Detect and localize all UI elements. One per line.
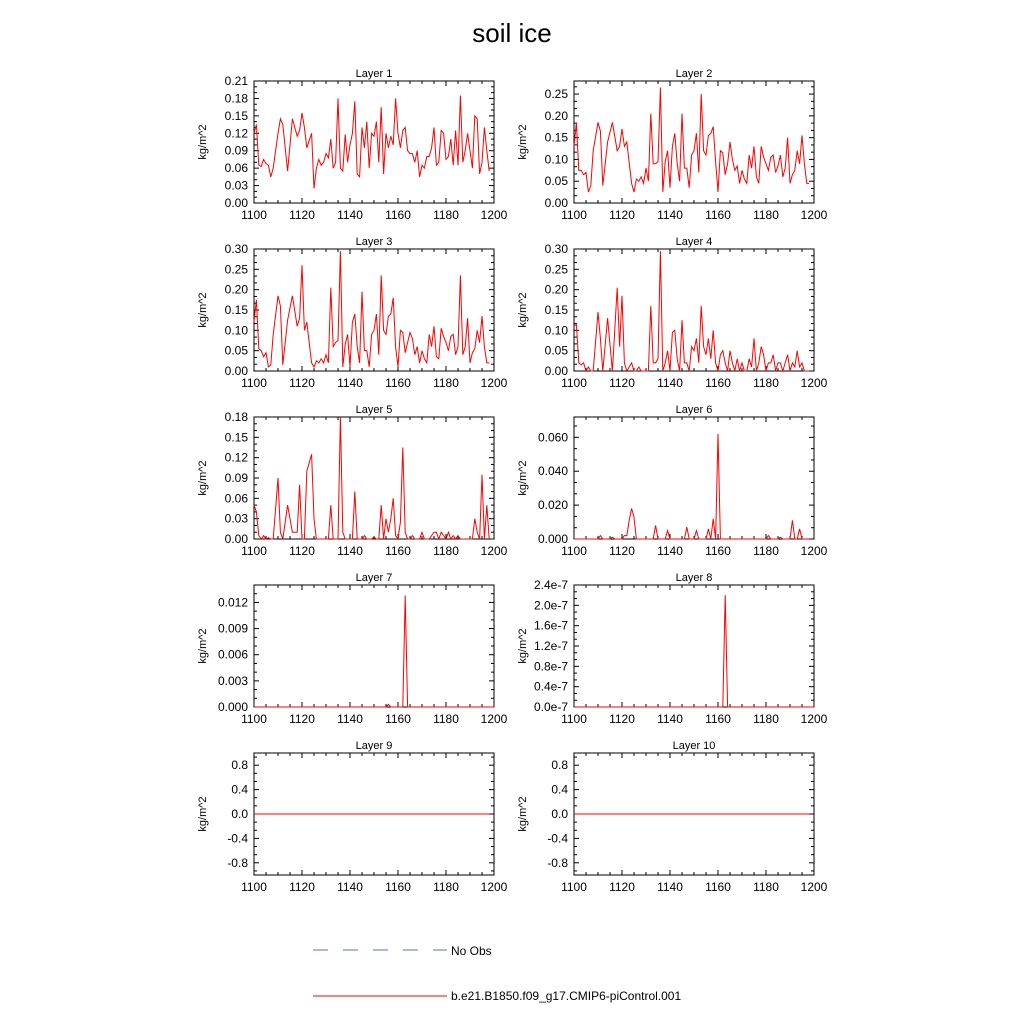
x-tick-label: 1180 [753, 712, 779, 726]
y-tick-label: 0.05 [224, 343, 248, 358]
x-tick-label: 1160 [385, 376, 411, 390]
y-tick-label: 0.00 [224, 532, 248, 546]
panel-title: Layer 4 [675, 236, 713, 248]
y-tick-label: 0.000 [537, 532, 568, 546]
panel-title: Layer 7 [355, 572, 393, 584]
x-tick-label: 1180 [433, 208, 459, 222]
x-tick-label: 1200 [800, 880, 828, 894]
y-tick-label: 2.4e-7 [533, 578, 568, 592]
x-tick-label: 1160 [385, 880, 411, 894]
y-axis-label: kg/m^2 [197, 124, 209, 160]
x-tick-label: 1100 [561, 544, 587, 558]
y-tick-label: 0.8 [231, 758, 248, 773]
y-tick-label: 0.09 [224, 471, 248, 485]
y-axis-label: kg/m^2 [517, 628, 529, 664]
x-tick-label: 1140 [337, 376, 363, 390]
x-tick-label: 1120 [289, 544, 315, 558]
x-tick-label: 1140 [657, 880, 683, 894]
x-tick-label: 1120 [609, 712, 635, 726]
panel-title: Layer 1 [355, 68, 393, 80]
y-axis-label: kg/m^2 [197, 796, 209, 832]
panel-title: Layer 9 [355, 740, 393, 752]
x-tick-label: 1180 [753, 208, 779, 222]
y-tick-label: 0.05 [544, 343, 568, 358]
x-tick-label: 1140 [337, 712, 363, 726]
plot-frame [574, 417, 814, 539]
x-tick-label: 1200 [480, 208, 508, 222]
x-tick-label: 1180 [753, 880, 779, 894]
x-tick-label: 1160 [705, 880, 731, 894]
y-axis-label: kg/m^2 [197, 292, 209, 328]
legend-obs-label: No Obs [451, 944, 492, 958]
panel-title: Layer 6 [675, 404, 713, 416]
x-tick-label: 1140 [657, 712, 683, 726]
x-tick-label: 1160 [705, 208, 731, 222]
y-tick-label: 0.4 [551, 782, 568, 797]
x-tick-label: 1100 [241, 208, 267, 222]
y-tick-label: -0.4 [547, 831, 568, 846]
panel-layer-2 [517, 68, 828, 222]
panel-title: Layer 3 [355, 236, 393, 248]
panel-title: Layer 2 [675, 68, 713, 80]
x-tick-label: 1160 [385, 712, 411, 726]
y-tick-label: 0.8e-7 [533, 659, 568, 674]
x-tick-label: 1140 [657, 208, 683, 222]
series-line [574, 434, 809, 539]
x-tick-label: 1100 [561, 712, 587, 726]
series-line [254, 595, 494, 707]
x-tick-label: 1120 [289, 208, 315, 222]
x-tick-label: 1100 [561, 880, 587, 894]
y-tick-label: 0.10 [544, 152, 568, 167]
y-tick-label: 0.25 [544, 87, 568, 102]
panel-title: Layer 8 [675, 572, 713, 584]
series-line [254, 251, 489, 367]
panel-layer-4 [517, 236, 828, 390]
y-tick-label: 0.20 [544, 108, 568, 123]
panel-layer-3 [197, 236, 508, 390]
x-tick-label: 1160 [705, 712, 731, 726]
y-tick-label: 0.20 [224, 282, 248, 297]
x-tick-label: 1140 [337, 880, 363, 894]
panel-layer-10 [517, 740, 828, 894]
x-tick-label: 1180 [753, 376, 779, 390]
x-tick-label: 1200 [800, 544, 828, 558]
y-tick-label: 0.060 [537, 430, 568, 445]
x-tick-label: 1180 [433, 712, 459, 726]
y-tick-label: 0.30 [544, 242, 568, 256]
y-axis-label: kg/m^2 [517, 460, 529, 496]
x-tick-label: 1120 [289, 880, 315, 894]
series-line [254, 96, 489, 189]
y-tick-label: 0.09 [224, 143, 248, 158]
panel-layer-7 [197, 572, 508, 726]
x-tick-label: 1160 [705, 544, 731, 558]
series-line [574, 595, 814, 707]
y-tick-label: 0.00 [544, 196, 568, 210]
x-tick-label: 1200 [800, 376, 828, 390]
x-tick-label: 1100 [241, 544, 267, 558]
y-tick-label: 0.12 [224, 126, 248, 141]
x-tick-label: 1200 [480, 712, 508, 726]
y-tick-label: 0.15 [224, 108, 248, 123]
x-tick-label: 1120 [609, 544, 635, 558]
y-tick-label: 0.00 [544, 364, 568, 378]
y-tick-label: 0.25 [544, 262, 568, 277]
x-tick-label: 1120 [609, 880, 635, 894]
panel-layer-9 [197, 740, 508, 894]
x-tick-label: 1120 [289, 376, 315, 390]
x-tick-label: 1180 [433, 544, 459, 558]
plot-frame [574, 585, 814, 707]
panel-layer-1 [197, 68, 508, 222]
y-tick-label: 0.003 [217, 673, 248, 688]
y-tick-label: 0.006 [217, 647, 248, 662]
y-tick-label: 1.6e-7 [533, 618, 568, 633]
y-tick-label: 0.05 [544, 174, 568, 189]
panel-title: Layer 5 [355, 404, 393, 416]
y-tick-label: 0.15 [224, 303, 248, 317]
panel-title: Layer 10 [672, 740, 716, 752]
x-tick-label: 1140 [337, 208, 363, 222]
x-tick-label: 1120 [609, 208, 635, 222]
y-tick-label: 0.00 [224, 196, 248, 210]
y-axis-label: kg/m^2 [517, 124, 529, 160]
y-tick-label: 0.12 [224, 450, 248, 465]
x-tick-label: 1120 [289, 712, 315, 726]
y-tick-label: 0.0 [231, 807, 248, 821]
y-tick-label: 0.009 [217, 621, 248, 636]
y-tick-label: 0.040 [537, 464, 568, 479]
y-tick-label: 0.4 [231, 782, 248, 797]
y-tick-label: 0.03 [224, 511, 248, 526]
y-axis-label: kg/m^2 [197, 460, 209, 496]
x-tick-label: 1200 [800, 712, 828, 726]
x-tick-label: 1100 [241, 880, 267, 894]
y-tick-label: 0.30 [224, 242, 248, 256]
y-tick-label: 0.21 [224, 74, 248, 88]
y-tick-label: 0.0 [551, 807, 568, 821]
y-tick-label: 1.2e-7 [533, 639, 568, 653]
y-tick-label: 0.000 [217, 700, 248, 714]
y-tick-label: 0.012 [217, 595, 248, 610]
y-tick-label: 0.8 [551, 758, 568, 773]
x-tick-label: 1160 [385, 208, 411, 222]
series-line [574, 88, 809, 193]
x-tick-label: 1200 [480, 376, 508, 390]
y-tick-label: 0.18 [224, 91, 248, 106]
x-tick-label: 1200 [800, 208, 828, 222]
y-tick-label: 0.10 [224, 323, 248, 338]
x-tick-label: 1200 [480, 880, 508, 894]
panels-group [197, 68, 828, 894]
y-tick-label: 0.15 [544, 303, 568, 317]
y-tick-label: 0.25 [224, 262, 248, 277]
y-tick-label: 0.15 [224, 430, 248, 445]
x-tick-label: 1100 [241, 376, 267, 390]
legend [313, 944, 681, 1003]
x-tick-label: 1100 [561, 208, 587, 222]
x-tick-label: 1160 [385, 544, 411, 558]
x-tick-label: 1200 [480, 544, 508, 558]
y-axis-label: kg/m^2 [517, 292, 529, 328]
y-axis-label: kg/m^2 [197, 628, 209, 664]
y-tick-label: 0.4e-7 [533, 679, 568, 694]
panel-layer-6 [517, 404, 828, 558]
x-tick-label: 1160 [705, 376, 731, 390]
panel-layer-8 [517, 572, 828, 726]
page-title: soil ice [472, 18, 552, 48]
y-tick-label: 0.18 [224, 410, 248, 424]
panel-layer-5 [197, 404, 508, 558]
x-tick-label: 1100 [241, 712, 267, 726]
x-tick-label: 1140 [657, 376, 683, 390]
y-tick-label: 0.06 [224, 491, 248, 506]
y-tick-label: 0.06 [224, 161, 248, 176]
series-line [254, 417, 489, 539]
y-tick-label: 2.0e-7 [533, 598, 568, 613]
x-tick-label: 1180 [433, 880, 459, 894]
legend-model-label: b.e21.B1850.f09_g17.CMIP6-piControl.001 [451, 989, 682, 1003]
series-line [574, 251, 809, 371]
plot-frame [254, 585, 494, 707]
y-tick-label: -0.8 [227, 855, 248, 870]
x-tick-label: 1180 [433, 376, 459, 390]
y-tick-label: 0.20 [544, 282, 568, 297]
plot-frame [574, 249, 814, 371]
y-tick-label: 0.0e-7 [533, 700, 568, 714]
y-tick-label: -0.4 [227, 831, 248, 846]
x-tick-label: 1120 [609, 376, 635, 390]
y-tick-label: 0.15 [544, 130, 568, 145]
y-tick-label: 0.020 [537, 498, 568, 513]
plot-frame [574, 81, 814, 203]
y-axis-label: kg/m^2 [517, 796, 529, 832]
x-tick-label: 1100 [561, 376, 587, 390]
x-tick-label: 1140 [337, 544, 363, 558]
y-tick-label: 0.00 [224, 364, 248, 378]
y-tick-label: 0.03 [224, 178, 248, 193]
y-tick-label: -0.8 [547, 855, 568, 870]
x-tick-label: 1180 [753, 544, 779, 558]
y-tick-label: 0.10 [544, 323, 568, 338]
x-tick-label: 1140 [657, 544, 683, 558]
